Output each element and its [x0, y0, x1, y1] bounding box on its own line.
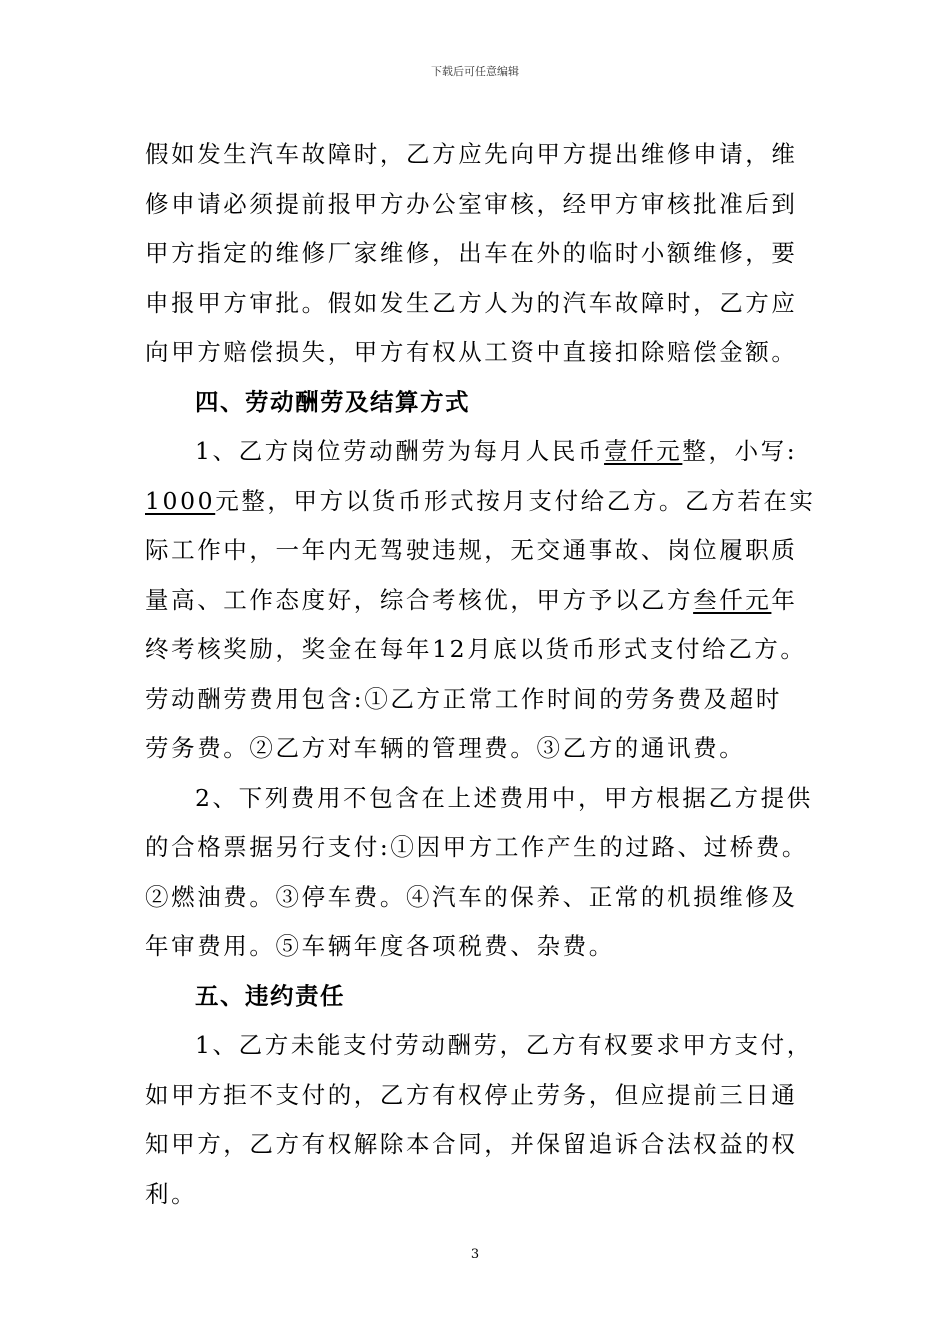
- paragraph-line: [145, 576, 815, 626]
- paragraph-line: [145, 477, 815, 527]
- paragraph-line: 甲方指定的维修厂家维修，出车在外的临时小额维修，要: [145, 239, 798, 267]
- paragraph-line: 向甲方赔偿损失，甲方有权从工资中直接扣除赔偿金额。: [145, 338, 798, 366]
- paragraph-line: 修申请必须提前报甲方办公室审核，经甲方审核批准后到: [145, 189, 798, 218]
- paragraph-line: 年审费用。⑤车辆年度各项税费、杂费。: [145, 932, 615, 960]
- section-heading: 五、违约责任: [195, 981, 345, 1010]
- line-segment: 整，小写:: [682, 437, 798, 465]
- section-heading: 四、劳动酬劳及结算方式: [195, 387, 470, 416]
- paragraph-line: 2、下列费用不包含在上述费用中，甲方根据乙方提供: [195, 783, 813, 812]
- paragraph-line: 终考核奖励，奖金在每年12月底以货币形式支付给乙方。: [145, 635, 807, 663]
- page-header: 下载后可任意编辑: [431, 65, 519, 78]
- paragraph-line: 假如发生汽车故障时，乙方应先向甲方提出维修申请，维: [145, 140, 798, 168]
- line-segment: 元整，甲方以货币形式按月支付给乙方。乙方若在实: [215, 486, 816, 515]
- paragraph-line: 利。: [145, 1179, 198, 1208]
- underlined-amount: 壹仟元: [604, 437, 683, 465]
- document-body: [145, 130, 815, 1219]
- paragraph-line: 劳动酬劳费用包含:①乙方正常工作时间的劳务费及超时: [145, 684, 782, 713]
- line-segment: 年: [771, 585, 798, 614]
- paragraph-line: 1、乙方未能支付劳动酬劳，乙方有权要求甲方支付，: [195, 1031, 813, 1059]
- paragraph-line: 申报甲方审批。假如发生乙方人为的汽车故障时，乙方应: [145, 288, 798, 317]
- line-segment: 1、乙方岗位劳动酬劳为每月人民币: [195, 437, 605, 465]
- paragraph-line: 劳务费。②乙方对车辆的管理费。③乙方的通讯费。: [145, 734, 746, 762]
- paragraph-line: 知甲方，乙方有权解除本合同，并保留追诉合法权益的权: [145, 1130, 798, 1158]
- paragraph-line: [145, 427, 815, 477]
- underlined-amount: 叁仟元: [693, 585, 772, 614]
- paragraph-line: 如甲方拒不支付的，乙方有权停止劳务，但应提前三日通: [145, 1080, 798, 1109]
- paragraph-line: 的合格票据另行支付:①因甲方工作产生的过路、过桥费。: [145, 833, 809, 861]
- line-segment: 量高、工作态度好，综合考核优，甲方予以乙方: [145, 585, 694, 614]
- underlined-amount: 1000: [145, 486, 216, 515]
- paragraph-line: 际工作中，一年内无驾驶违规，无交通事故、岗位履职质: [145, 536, 798, 564]
- paragraph-line: ②燃油费。③停车费。④汽车的保养、正常的机损维修及: [145, 882, 798, 911]
- page-number: 3: [470, 1247, 480, 1262]
